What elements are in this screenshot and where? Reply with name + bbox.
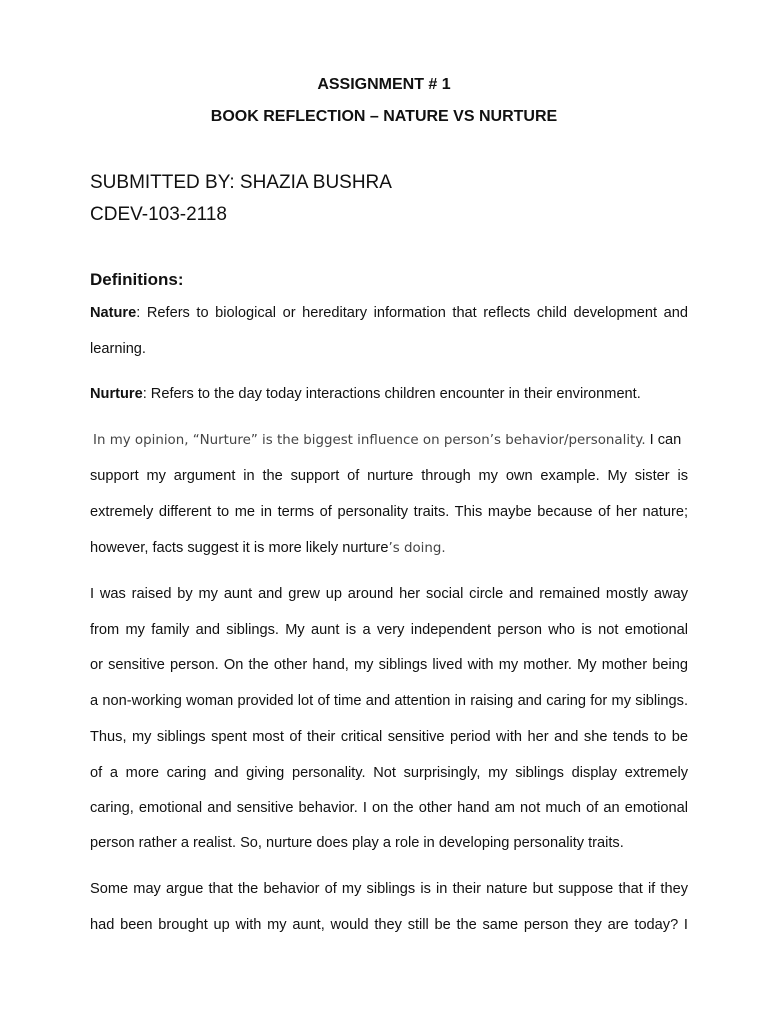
submitted-by: SUBMITTED BY: SHAZIA BUSHRA — [90, 172, 392, 193]
paragraph2-line: of a more caring and giving personality. Not surprisingly, my siblings display extremely — [90, 765, 688, 781]
nature-definition — [90, 304, 688, 322]
opinion-text: In my opinion, “Nurture” is the biggest influence on person’s behavior/personality. — [93, 433, 646, 448]
paragraph2-line: caring, emotional and sensitive behavior. I on the other hand am not much of an emotional — [90, 800, 688, 816]
nurture-text: : Refers to the day today interactions children encounter in their environment. — [142, 386, 641, 402]
paragraph2-line: I was raised by my aunt and grew up around her social circle and remained mostly away — [90, 586, 688, 602]
nurture-definition — [90, 385, 688, 403]
nature-definition-cont: learning. — [90, 341, 146, 357]
paragraph1-line4-start: however, facts suggest it is more likely nurture — [90, 540, 389, 556]
assignment-number: ASSIGNMENT # 1 — [317, 76, 451, 93]
paragraph1-line1 — [90, 431, 688, 450]
paragraph2-line: person rather a realist. So, nurture does play a role in developing personality traits. — [90, 835, 624, 851]
paragraph2-line: a non-working woman provided lot of time and attention in raising and caring for my siblings. — [90, 693, 688, 709]
definitions-heading: Definitions: — [90, 270, 184, 289]
paragraph1-line4 — [90, 539, 688, 558]
paragraph2-line: or sensitive person. On the other hand, my siblings lived with my mother. My mother being — [90, 657, 688, 673]
nurture-term: Nurture — [90, 386, 143, 402]
paragraph1-line4-light: ’s doing. — [388, 541, 446, 556]
paragraph1-line2: support my argument in the support of nurture through my own example. My sister is — [90, 468, 688, 484]
paragraph1-line1-rest: I can — [645, 432, 682, 448]
paragraph2-line: from my family and siblings. My aunt is a very independent person who is not emotional — [90, 622, 688, 638]
nature-term: Nature — [90, 305, 137, 321]
nature-text-1: : Refers to biological or hereditary information that reflects child development and — [136, 305, 688, 321]
paragraph2-line: Thus, my siblings spent most of their critical sensitive period with her and she tends to be — [90, 729, 688, 745]
paragraph1-line3: extremely different to me in terms of personality traits. This maybe because of her nature; — [90, 504, 688, 520]
paragraph3-line: had been brought up with my aunt, would they still be the same person they are today? I — [90, 917, 688, 933]
course-code: CDEV-103-2118 — [90, 204, 227, 225]
document-title: BOOK REFLECTION – NATURE VS NURTURE — [210, 108, 558, 125]
paragraph3-line: Some may argue that the behavior of my siblings is in their nature but suppose that if they — [90, 881, 688, 897]
